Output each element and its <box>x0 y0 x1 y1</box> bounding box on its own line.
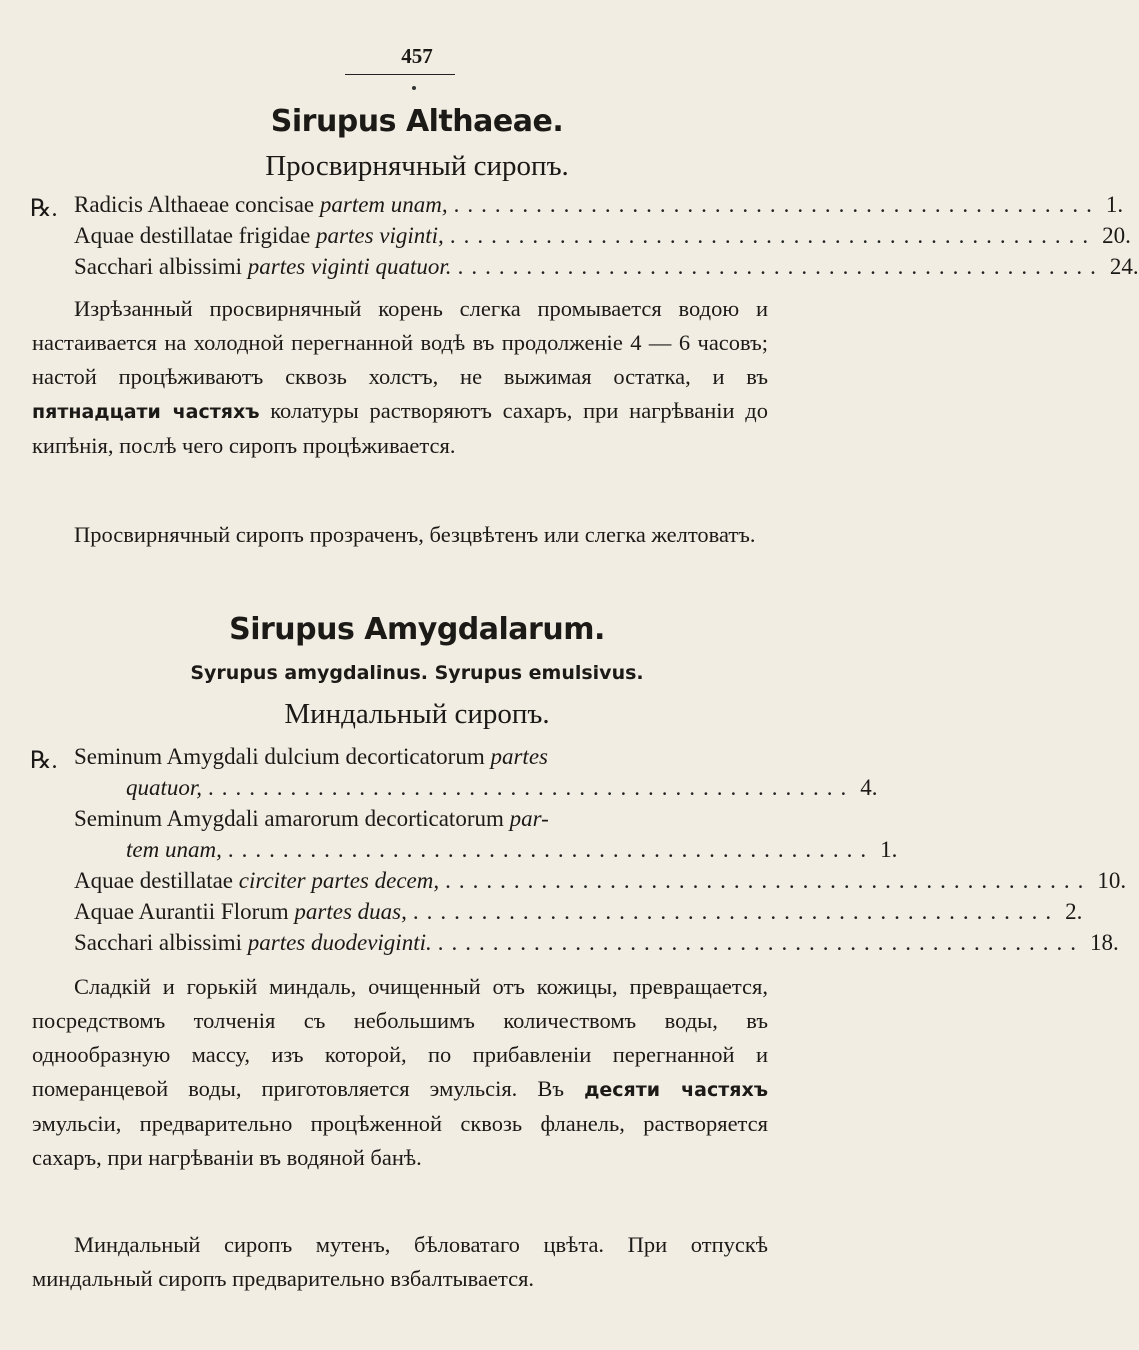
ingredient-quantity-text: tem unam, <box>126 837 222 862</box>
leader-dots: ............................................... <box>412 899 1060 924</box>
ingredient-name: Aquae Aurantii Florum <box>74 899 295 924</box>
ingredient-quantity-text: partes duodeviginti. <box>247 930 432 955</box>
ingredient-quantity-text: partes <box>490 744 548 769</box>
ingredient-amount: 20. <box>1102 223 1131 248</box>
leader-dots: ............................................... <box>437 930 1084 955</box>
section2-ingredient-1-cont <box>126 775 878 809</box>
page-number-dot <box>412 86 416 90</box>
ingredient-quantity-text: par- <box>509 806 549 831</box>
section1-ingredient-2 <box>74 223 1131 257</box>
emphasis-text: пятнадцати частяхъ <box>32 401 260 423</box>
ingredient-name: Seminum Amygdali amarorum decorticatorum <box>74 806 510 831</box>
ingredient-amount: 10. <box>1097 868 1127 893</box>
ingredient-quantity-text: partes viginti quatuor. <box>247 254 452 279</box>
section1-paragraph-1: Изрѣзанный просвирнячный корень слегка промывается водою и настаивается на холодной перегнанной водѣ въ продолженіе 4 — 6 часовъ; настой процѣживаютъ сквозь холстъ, не выжимая остатка, и въ пятнадцати частяхъ колатуры растворяютъ сахаръ, при нагрѣваніи до кипѣнія, послѣ чего сиропъ процѣживается. <box>32 296 768 458</box>
ingredient-quantity-text: partes viginti, <box>316 223 444 248</box>
section2-paragraph-2: Миндальный сиропъ мутенъ, бѣловатаго цвѣта. При отпускѣ миндальный сиропъ предварительно взбалтывается. <box>32 1232 768 1291</box>
ingredient-amount: 1. <box>880 837 898 862</box>
section2-ingredient-2 <box>74 806 766 840</box>
leader-dots: ............................................... <box>449 223 1097 248</box>
section2-paragraph-1: Сладкій и горькій миндаль, очищенный отъ кожицы, превращается, посредствомъ толченія съ небольшимъ количествомъ воды, въ однообразную массу, изъ которой, по прибавленіи перегнанной и померанцевой воды, приготовляется эмульсія. Въ десяти частяхъ эмульсіи, предварительно процѣженной сквозь фланель, растворяется сахаръ, при нагрѣваніи въ водяной банѣ. <box>32 974 768 1170</box>
section2-latin-title: Sirupus Amygdalarum. <box>229 612 605 647</box>
section1-paragraph-2: Просвирнячный сиропъ прозраченъ, безцвѣтенъ или слегка желтоватъ. <box>74 522 756 547</box>
leader-dots: ............................................... <box>208 775 855 800</box>
section1-ingredient-1 <box>74 192 1124 226</box>
leader-dots: ............................................... <box>453 192 1100 217</box>
page-number: 457 <box>401 44 433 68</box>
ingredient-amount: 4. <box>860 775 878 800</box>
ingredient-amount: 18. <box>1089 930 1119 955</box>
ingredient-amount: 1. <box>1105 192 1124 217</box>
page-number-rule <box>345 74 455 75</box>
section1-ingredient-3 <box>74 254 1139 288</box>
section1-rx-symbol: ℞. <box>30 196 58 222</box>
section2-rx-symbol: ℞. <box>30 748 58 774</box>
leader-dots: ............................................... <box>457 254 1104 279</box>
ingredient-name: Radicis Althaeae concisae <box>74 192 320 217</box>
ingredient-quantity-text: quatuor, <box>126 775 203 800</box>
section2-synonyms: Syrupus amygdalinus. Syrupus emulsivus. <box>190 662 644 684</box>
emphasis-text: десяти частяхъ <box>584 1079 768 1101</box>
leader-dots: ............................................... <box>445 868 1092 893</box>
section2-ingredient-5 <box>74 930 1119 964</box>
ingredient-quantity-text: partem unam, <box>319 192 448 217</box>
ingredient-quantity-text: circiter partes decem, <box>238 868 440 893</box>
section2-ingredient-4 <box>74 899 1083 933</box>
ingredient-name: Aquae destillatae frigidae <box>74 223 317 248</box>
ingredient-name: Seminum Amygdali dulcium decorticatorum <box>74 744 491 769</box>
leader-dots: ............................................... <box>227 837 875 862</box>
section2-russian-title: Миндальный сиропъ. <box>284 698 550 730</box>
section2-ingredient-2-cont <box>126 837 898 871</box>
section2-ingredient-1 <box>74 744 766 778</box>
ingredient-name: Sacchari albissimi <box>74 930 248 955</box>
section2-ingredient-3 <box>74 868 1127 902</box>
ingredient-name: Sacchari albissimi <box>74 254 248 279</box>
ingredient-amount: 2. <box>1065 899 1083 924</box>
section1-latin-title: Sirupus Althaeae. <box>270 104 564 139</box>
ingredient-quantity-text: partes duas, <box>294 899 407 924</box>
ingredient-name: Aquae destillatae <box>74 868 239 893</box>
section1-russian-title: Просвирнячный сиропъ. <box>265 150 569 182</box>
ingredient-amount: 24. <box>1109 254 1139 279</box>
